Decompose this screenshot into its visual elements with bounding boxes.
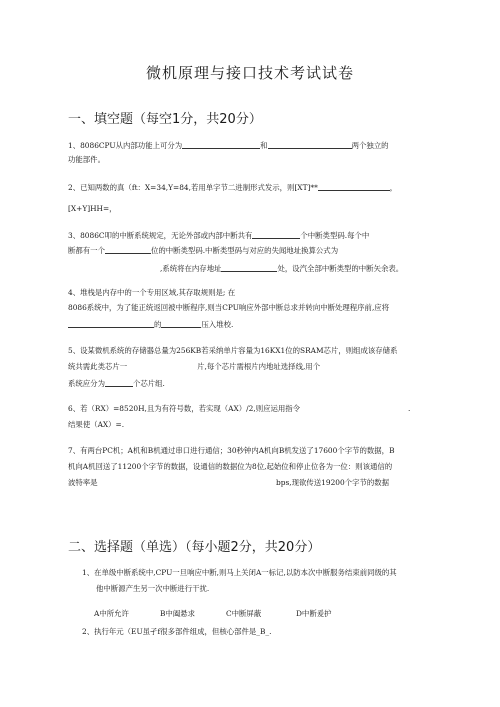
s2-q1-line1: 1、在单级中断系统中,CPU一旦响应中断,则马上关闭A一标记,以防本次中断服务结束前同级的其 xyxy=(82,568,397,577)
q5-text-d: 系统应分为 xyxy=(68,379,105,388)
q2-line1 xyxy=(68,182,397,193)
q4-line2: 8086系统中，为了能正统返回被中断程序,则当CPU响应外部中断总求并转向中断处理程序前,应将 xyxy=(68,303,390,312)
option-c: C中断屏蔽 xyxy=(226,609,262,618)
q1-line1 xyxy=(68,140,389,151)
q3-text-c: 断都有一个 xyxy=(68,246,105,255)
q6-line2: 结果使（AX）=. xyxy=(68,420,125,429)
q3-text-d: 位的中断类型码.中断类型码与对应的失闻地址换算公式为 xyxy=(150,246,339,255)
q5-text-c: 片,每个芯片需根片内地址选择线,用个 xyxy=(197,362,321,371)
exam-title: 微机原理与接口技术考试试卷 xyxy=(145,64,354,82)
q6-text-a: 6、若（RX）=8520H,且为有符号数，若实现（AX）/2,则应运用指令 xyxy=(68,404,301,413)
blank xyxy=(221,263,277,272)
option-a: A中所允许 xyxy=(94,609,129,618)
q2-text-a: 2、已知两数的真（ft：X=34,Y=84,若用单字节二进制形式发示，则[XT]** xyxy=(68,183,318,192)
option-d: D中断爰护 xyxy=(296,609,332,618)
q4-text-c: 的 xyxy=(154,320,162,329)
blank xyxy=(161,319,201,328)
q4-text-d: 压入堆校. xyxy=(201,320,234,329)
q3-line3 xyxy=(160,263,403,274)
blank xyxy=(182,140,260,149)
q3-text-e: ,系统将在内存地址 xyxy=(160,264,222,273)
q1-text-b: 和 xyxy=(260,141,268,150)
q3-line2 xyxy=(68,245,338,256)
s2-q1-line2: 他中断源产生另一次中断进行干扰. xyxy=(96,584,210,593)
q2-line2: [X+Y]HH=， xyxy=(68,204,117,213)
q3-text-f: 处，设汽全部中断类型的中断矢余表。 xyxy=(277,264,404,273)
q7-line2: 机向A机回送了11200个字节的数据，设通信的数据位为8位,起始位和停止位各为一位：则该通信的 xyxy=(68,462,393,471)
section1-heading: 一、填空题（每空1分，共20分） xyxy=(68,112,262,127)
blank xyxy=(252,230,300,239)
q5-text-b: 统共需此类芯片一 xyxy=(68,362,128,371)
q7-line3: 波特率是 xyxy=(68,478,98,487)
q5-text-e: 个芯片组. xyxy=(132,379,165,388)
q6-period: . xyxy=(408,404,411,413)
blank xyxy=(268,140,352,149)
q5-line2 xyxy=(68,362,320,372)
blank xyxy=(318,182,390,191)
q3-line1 xyxy=(68,230,369,241)
q4-line3 xyxy=(68,319,233,330)
q6-line1 xyxy=(68,404,300,414)
option-b: B中阖悬求 xyxy=(160,609,195,618)
q7-line1: 7、有两台PC机；A机和B机通过串口进行通信；30秒钟内A机向B机发送了17600个字节的数据，B xyxy=(68,446,395,455)
q1-text-a: 1、8086CPU从内部功能上可分为 xyxy=(68,141,183,150)
q3-text-a: 3、8086C叩的中断系统规定，无论外部或内部中断共有 xyxy=(68,231,253,240)
q2-text-b: ， xyxy=(389,183,398,192)
s2-q2-line1: 2、执行年元（EU虽孑f很多部件组成，但核心部件是_B_. xyxy=(82,627,272,636)
q5-line1: 5、设某微机系统的存储器总量为256KB若采纳单片容量为16KX1位的SRAM芯片，则组成该存储系 xyxy=(68,346,398,355)
q7-line3-b: bps,现欲传送19200个字节的数据 xyxy=(276,478,390,487)
q5-line3 xyxy=(68,378,165,389)
blank xyxy=(105,378,133,387)
blank xyxy=(68,319,154,328)
q1-line2: 功能部件。 xyxy=(68,155,105,164)
section2-heading: 二、选择题（单选）（每小题2分，共20分） xyxy=(68,540,321,555)
q1-text-c: 两个独立的 xyxy=(351,141,389,150)
q3-text-b: 个中断类型码.每个中 xyxy=(300,231,370,240)
q4-line1: 4、堆栈是内存中的一个专用区域,其存取规则是; 在 xyxy=(68,288,236,297)
blank xyxy=(105,245,151,254)
